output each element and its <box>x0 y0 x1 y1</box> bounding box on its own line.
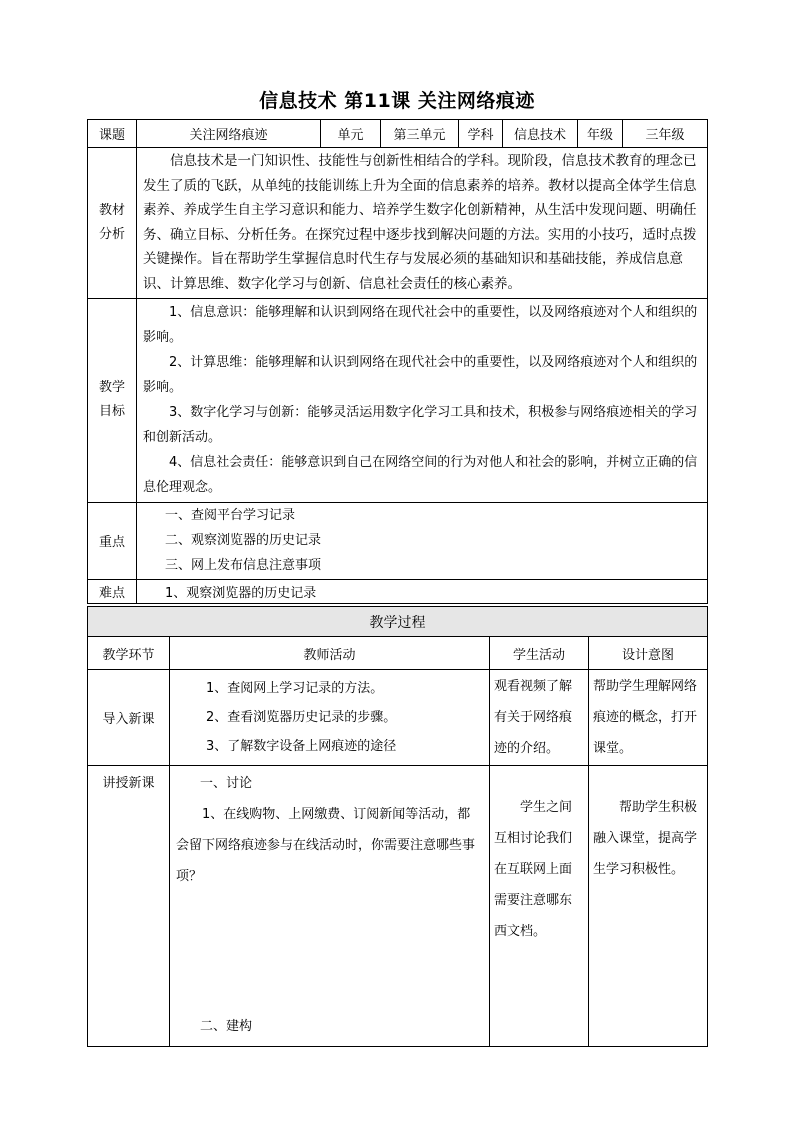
column-header: 教学环节 <box>88 637 170 670</box>
key-points-label: 重点 <box>88 502 137 579</box>
column-header: 学生活动 <box>490 637 589 670</box>
subject-label: 学科 <box>459 120 503 148</box>
process-columns-row <box>88 637 708 670</box>
goal-item: 1、信息意识：能够理解和认识到网络在现代社会中的重要性，以及网络痕迹对个人和组织的影响。 <box>143 305 698 346</box>
analysis-label: 教材分析 <box>98 202 125 242</box>
teaching-process-table <box>87 606 708 1047</box>
goal-item: 2、计算思维：能够理解和认识到网络在现代社会中的重要性，以及网络痕迹对个人和组织的影响。 <box>143 355 698 396</box>
column-header: 教师活动 <box>170 637 490 670</box>
analysis-text: 信息技术是一门知识性、技能性与创新性相结合的学科。现阶段，信息技术教育的理念已发生了质的飞跃，从单纯的技能训练上升为全面的信息素养的培养。教材以提高全体学生信息素养、养成学生自主学习意识和能力、培养学生数字化创新精神，从生活中发现问题、明确任务、确立目标、分析任务。在探究过程中逐步找到解决问题的方法。实用的小技巧，适时点拨关键操作。旨在帮助学生掌握信息时代生存与发展必须的基础知识和基础技能，养成信息意识、计算思维、数字化学习与创新、信息社会责任的核心素养。 <box>143 153 697 292</box>
grade-value: 三年级 <box>623 120 708 148</box>
teacher-footer: 二、建构 <box>200 1019 253 1034</box>
design-intent: 帮助学生积极融入课堂，提高学生学习积极性。 <box>593 800 698 877</box>
key-point-item: 三、网上发布信息注意事项 <box>165 558 322 574</box>
stage-label: 导入新课 <box>88 670 170 766</box>
goal-item: 3、数字化学习与创新：能够灵活运用数字化学习工具和技术，积极参与网络痕迹相关的学习和创新活动。 <box>143 405 698 446</box>
unit-value: 第三单元 <box>381 120 459 148</box>
teacher-heading: 一、讨论 <box>200 776 253 791</box>
unit-label: 单元 <box>321 120 381 148</box>
info-row <box>88 120 708 148</box>
key-point-item: 一、查阅平台学习记录 <box>165 508 296 524</box>
difficulty-row <box>88 579 708 603</box>
design-intent: 帮助学生理解网络痕迹的概念，打开课堂。 <box>593 679 698 756</box>
topic-label: 课题 <box>88 120 137 148</box>
key-point-item: 二、观察浏览器的历史记录 <box>165 533 322 549</box>
topic-value: 关注网络痕迹 <box>137 120 321 148</box>
student-activity: 观看视频了解有关于网络痕迹的介绍。 <box>494 679 573 756</box>
page-title: 信息技术 第11课 关注网络痕迹 <box>259 90 535 112</box>
lesson-info-table <box>87 119 708 604</box>
process-row-teaching <box>88 766 708 1047</box>
teacher-activity-item: 2、查看浏览器历史记录的步骤。 <box>206 710 397 725</box>
stage-label: 讲授新课 <box>88 766 170 1047</box>
difficulty-label: 难点 <box>88 579 137 603</box>
goals-row <box>88 298 708 502</box>
process-header-row <box>88 607 708 637</box>
process-header: 教学过程 <box>88 607 708 637</box>
teacher-activity-item: 3、了解数字设备上网痕迹的途径 <box>206 739 397 754</box>
process-row-intro <box>88 670 708 766</box>
student-activity: 学生之间互相讨论我们在互联网上面需要注意哪东西文档。 <box>494 800 573 939</box>
key-points-row <box>88 502 708 579</box>
teacher-activity-item: 1、查阅网上学习记录的方法。 <box>206 681 384 696</box>
goals-label: 教学目标 <box>98 380 125 420</box>
difficulty-text: 1、观察浏览器的历史记录 <box>137 579 708 603</box>
analysis-row <box>88 148 708 299</box>
column-header: 设计意图 <box>589 637 708 670</box>
subject-value: 信息技术 <box>503 120 578 148</box>
teacher-paragraph: 1、在线购物、上网缴费、订阅新闻等活动，都会留下网络痕迹参与在线活动时，你需要注意哪些事项？ <box>176 807 476 884</box>
grade-label: 年级 <box>578 120 623 148</box>
goal-item: 4、信息社会责任：能够意识到自己在网络空间的行为对他人和社会的影响，并树立正确的信息伦理观念。 <box>143 455 698 496</box>
